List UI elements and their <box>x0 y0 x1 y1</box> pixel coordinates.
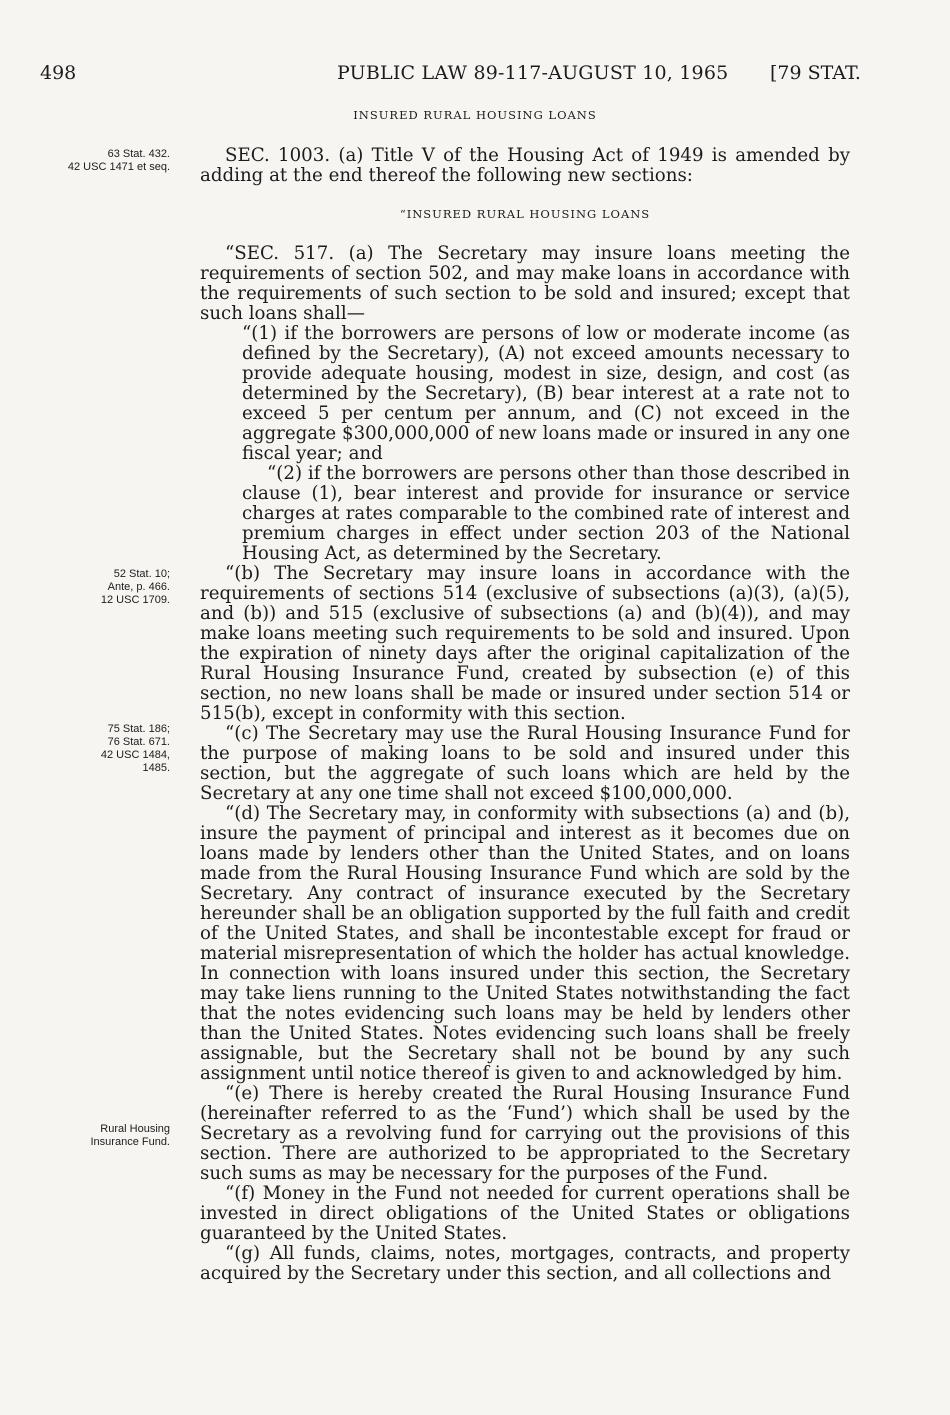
margin-note-4 <box>28 1123 170 1149</box>
margin-note-1 <box>28 148 170 174</box>
margin-note-line: 1485. <box>142 762 170 774</box>
clause-list <box>242 324 850 564</box>
margin-note-2 <box>28 568 170 607</box>
volume-citation: [79 STAT. <box>770 62 861 84</box>
body-text <box>200 146 850 1284</box>
margin-note-line: 42 USC 1471 et seq. <box>67 161 170 173</box>
subsection-d-paragraph: “(d) The Secretary may, in conformity with subsections (a) and (b), insure the payment of principal and interest as it becomes due on loans made by lenders other than the United States, and on loans made from the Rural Housing Insurance Fund which are sold by the Secretary. Any contract of insurance executed by the Secretary hereunder shall be an obligation supported by the full faith and credit of the United States, and shall be incontestable except for fraud or material misrepresentation of which the holder has actual knowledge. In connection with loans insured under this section, the Secretary may take liens running to the United States notwithstanding the fact that the notes evidencing such loans may be held by lenders other than the United States. Notes evidencing such loans shall be freely assignable, but the Secretary shall not be bound by any such assignment until notice thereof is given to and acknowledged by him. <box>200 803 850 1084</box>
margin-note-line: 42 USC 1484, <box>100 749 170 761</box>
section-heading: INSURED RURAL HOUSING LOANS <box>353 108 597 122</box>
subsection-b-paragraph: “(b) The Secretary may insure loans in accordance with the requirements of sections 514 (exclusive of subsections (a)(3), (a)(5), and (b)) and 515 (exclusive of subsections (a) and (b)(4)), and may make loans meeting such requirements to be sold and insured. Upon the expiration of ninety days after the original capitalization of the Rural Housing Insurance Fund, created by subsection (e) of this section, no new loans shall be made or insured under section 514 or 515(b), except in conformity with this section. <box>200 563 850 724</box>
margin-note-line: Insurance Fund. <box>90 1136 170 1148</box>
clause-2-paragraph: “(2) if the borrowers are persons other than those described in clause (1), bear interest and provide for insurance or service charges at rates comparable to the combined rate of interest and premium charges in effect under section 203 of the National Housing Act, as determined by the Secretary. <box>242 463 850 564</box>
section-517-a-paragraph: “SEC. 517. (a) The Secretary may insure loans meeting the requirements of section 502, and may make loans in accordance with the requirements of such section to be sold and insured; except that such loans shall— <box>200 243 850 324</box>
section-1003-paragraph: SEC. 1003. (a) Title V of the Housing Act of 1949 is amended by adding at the end thereof the following new sections: <box>200 145 850 186</box>
margin-note-line: Rural Housing <box>100 1123 170 1135</box>
running-head: PUBLIC LAW 89-117-AUGUST 10, 1965 <box>337 62 729 84</box>
subsection-c-paragraph: “(c) The Secretary may use the Rural Housing Insurance Fund for the purpose of making loans to be sold and insured under this section, but the aggregate of such loans which are held by the Secretary at any one time shall not exceed $100,000,000. <box>200 723 850 804</box>
margin-note-3 <box>28 723 170 775</box>
margin-note-line: 75 Stat. 186; <box>107 723 170 735</box>
subsection-e-paragraph: “(e) There is hereby created the Rural Housing Insurance Fund (hereinafter referred to as the ‘Fund’) which shall be used by the Secretary as a revolving fund for carrying out the provisions of this section. There are authorized to be appropriated to the Secretary such sums as may be necessary for the purposes of the Fund. <box>200 1083 850 1184</box>
margin-note-line: Ante, p. 466. <box>107 581 170 593</box>
clause-1-paragraph: “(1) if the borrowers are persons of low or moderate income (as defined by the Secretary), (A) not exceed amounts necessary to provide adequate housing, modest in size, design, and cost (as determined by the Secretary), (B) bear interest at a rate not to exceed 5 per centum per annum, and (C) not exceed in the aggregate $300,000,000 of new loans made or insured in any one fiscal year; and <box>242 323 850 464</box>
margin-note-line: 63 Stat. 432. <box>107 148 170 160</box>
subsection-g-paragraph: “(g) All funds, claims, notes, mortgages, contracts, and property acquired by the Secretary under this section, and all collections and <box>200 1243 850 1284</box>
margin-note-line: 12 USC 1709. <box>100 594 170 606</box>
subsection-f-paragraph: “(f) Money in the Fund not needed for current operations shall be invested in direct obligations of the United States or obligations guaranteed by the United States. <box>200 1183 850 1244</box>
sub-heading: “INSURED RURAL HOUSING LOANS <box>399 207 651 221</box>
page-number: 498 <box>40 62 77 84</box>
margin-note-line: 52 Stat. 10; <box>113 568 170 580</box>
margin-note-line: 76 Stat. 671. <box>107 736 170 748</box>
